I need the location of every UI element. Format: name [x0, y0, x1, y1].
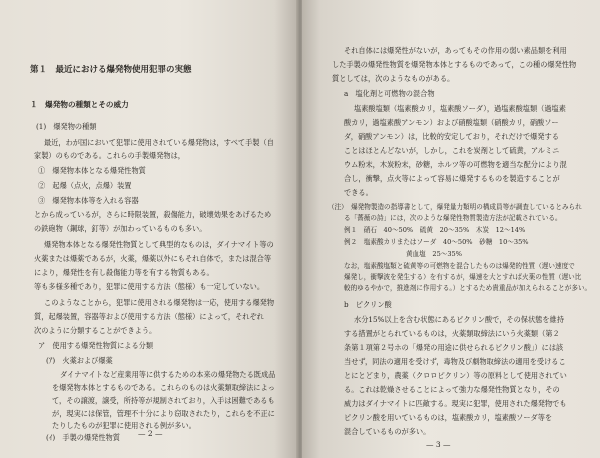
- body-line: 塩素酸塩類（塩素酸カリ，塩素酸ソーダ），過塩素酸塩類（過塩素: [354, 104, 566, 113]
- body-line: ダイナマイトなど産業用等に供するための本来の爆発物たる既成品: [60, 370, 276, 379]
- body-line: 次のように分類することができよう。: [34, 326, 157, 335]
- note-line: 較的ゆるやかで，推進剤に作用する。）とするため貴重品が加えられることが多い。: [344, 284, 592, 292]
- body-line: る。これは乾燥させることによって強力な爆発性物質となり，その: [344, 385, 560, 394]
- body-line: 威力はダイナマイトに匹敵する。現実に犯罪，使用された爆発物でも: [344, 399, 567, 408]
- list-item: ① 爆発物本体となる爆発性物質: [38, 166, 146, 175]
- body-line: 合し，衝撃，点火等によって容易に爆発するものを製造することが: [344, 174, 560, 183]
- note-line: る「薔薇の詩」には，次のような爆発性物質製造方法が記載されている。: [344, 214, 562, 222]
- body-line: が，現実には保管，管理不十分により窃取されたり，これらを不正に: [52, 409, 275, 418]
- right-page: [302, 0, 600, 458]
- note-line: 例２ 塩素酸カリまたはソーダ 40〜50% 砂糖 10〜35%: [344, 238, 529, 246]
- body-line: できる。: [344, 188, 373, 197]
- subheading: ア 使用する爆発性物質による分類: [38, 341, 154, 350]
- body-line: する措置がとられているものは，火薬類取締法にいう火薬類（第２: [344, 329, 560, 338]
- body-line: 爆発物本体となる爆発性物質として典型的なものは，ダイナマイト等の: [44, 240, 274, 249]
- note-line: 黄血塩 25〜35%: [406, 250, 463, 258]
- body-line: 酸カリ，過塩素酸アンモン）および硝酸塩類（硝酸カリ，硝酸ソー: [344, 118, 559, 127]
- note-line: （注） 爆発物製造の指導書として，爆発量力類明の構成員等が調査しているとみられ: [328, 203, 582, 211]
- body-line: ダ，硝酸アンモン）は，比較的安定しており，それだけで爆発する: [344, 132, 559, 141]
- body-line: 質としては，次のようなものがある。: [332, 74, 455, 83]
- body-line: 火薬または爆薬であるが，火薬，爆薬以外にもそれ自体で，または混合等: [34, 254, 272, 263]
- body-line: 条第１項第２号ホの「爆発の用途に供せられるピクリン酸」）には該: [344, 343, 564, 352]
- page-number: — 3 —: [426, 440, 451, 449]
- section-title: １ 爆発物の種類とその威力: [30, 100, 129, 109]
- subheading: (ｱ) 火薬および爆薬: [46, 356, 113, 365]
- list-item: ③ 爆発物本体等を入れる容器: [38, 196, 139, 205]
- body-line: て，その譲渡，譲受，所持等が規制されており，入手は困難であるも: [52, 396, 275, 405]
- body-line: 家製）のものである。これらの手製爆発物は，: [34, 151, 185, 160]
- body-line: ピクリン酸を用いているものは，塩素酸カリ，塩素酸ソーダ等を: [344, 413, 553, 422]
- body-line: それ自体には爆発性がないが，あってもその作用の弱い素品類を利用: [344, 46, 567, 55]
- note-line: なお，塩素酸塩類と硫黄等の可燃物を混合したものは爆発的性質（遅い速度で: [344, 262, 575, 270]
- body-line: ウム粉末，木炭粉末，砂糖，ホルツ等の可燃物を適当な配分により混: [344, 160, 567, 169]
- body-line: した手製の爆発性物質を爆発物本体とするものであって，この種の爆発性物: [332, 60, 577, 69]
- subheading: (ｲ) 手製の爆発性物質: [46, 433, 120, 442]
- note-line: 例１ 硝石 40〜50% 硫黄 20〜35% 木炭 12〜14%: [344, 226, 526, 234]
- note-line: 爆発し，衝撃波を発生する）を有するが，爆速を大とすれば火薬の性質（遅い比: [344, 273, 582, 281]
- body-line: 水分15%以上を含む状態にあるピクリン酸で，その保状態を維持: [354, 315, 564, 324]
- body-line: たりしたものが犯罪に使用される例が多い。: [52, 421, 196, 430]
- body-line: ことはほとんどないが，しかし，これを炭剤として硫黄，アルミニ: [344, 146, 560, 155]
- body-line: とにとどまり，農薬（クロロピクリン）等の原料として使用されてい: [344, 371, 567, 380]
- chapter-title: 第１ 最近における爆発物使用犯罪の実態: [30, 65, 192, 75]
- body-line: 混合しているものが多い。: [344, 427, 431, 436]
- subheading: b ピクリン酸: [344, 300, 392, 309]
- page-number: — 2 —: [138, 429, 163, 438]
- body-line: 質，起爆装置，容器等および使用する方法（態様）によって，それぞれ: [34, 312, 264, 321]
- list-item: ② 起爆（点火，点爆）装置: [38, 181, 132, 190]
- body-line: 最近，わが国において犯罪に使用されている爆発物は，すべて手製（自: [44, 138, 274, 147]
- subsection-heading: (1) 爆発物の種類: [36, 122, 97, 131]
- left-page: [0, 0, 298, 458]
- body-line: を爆発物本体とするものである。これらのものは火薬類取締法によっ: [52, 383, 275, 392]
- body-line: とから成っているが，さらに時限装置，殺傷能力，破壊効果をあげるため: [34, 210, 272, 219]
- body-line: 当せず，同法の適用を受けず，毒物及び劇物取締法の適用を受けるこ: [344, 357, 566, 366]
- body-line: このようなことから，犯罪に使用される爆発物は一応，使用する爆発物: [44, 298, 275, 307]
- body-line: 等も多様多種であり，犯罪に使用する方法（態様）も一定していない。: [34, 282, 265, 291]
- subheading: a 塩化剤と可燃物の混合物: [344, 89, 435, 98]
- body-line: により，爆発性を有し殺傷能力等を有する物質もある。: [34, 268, 214, 277]
- body-line: の鉄砲物（鋼球，釘等）が加わっているものも多い。: [34, 224, 207, 233]
